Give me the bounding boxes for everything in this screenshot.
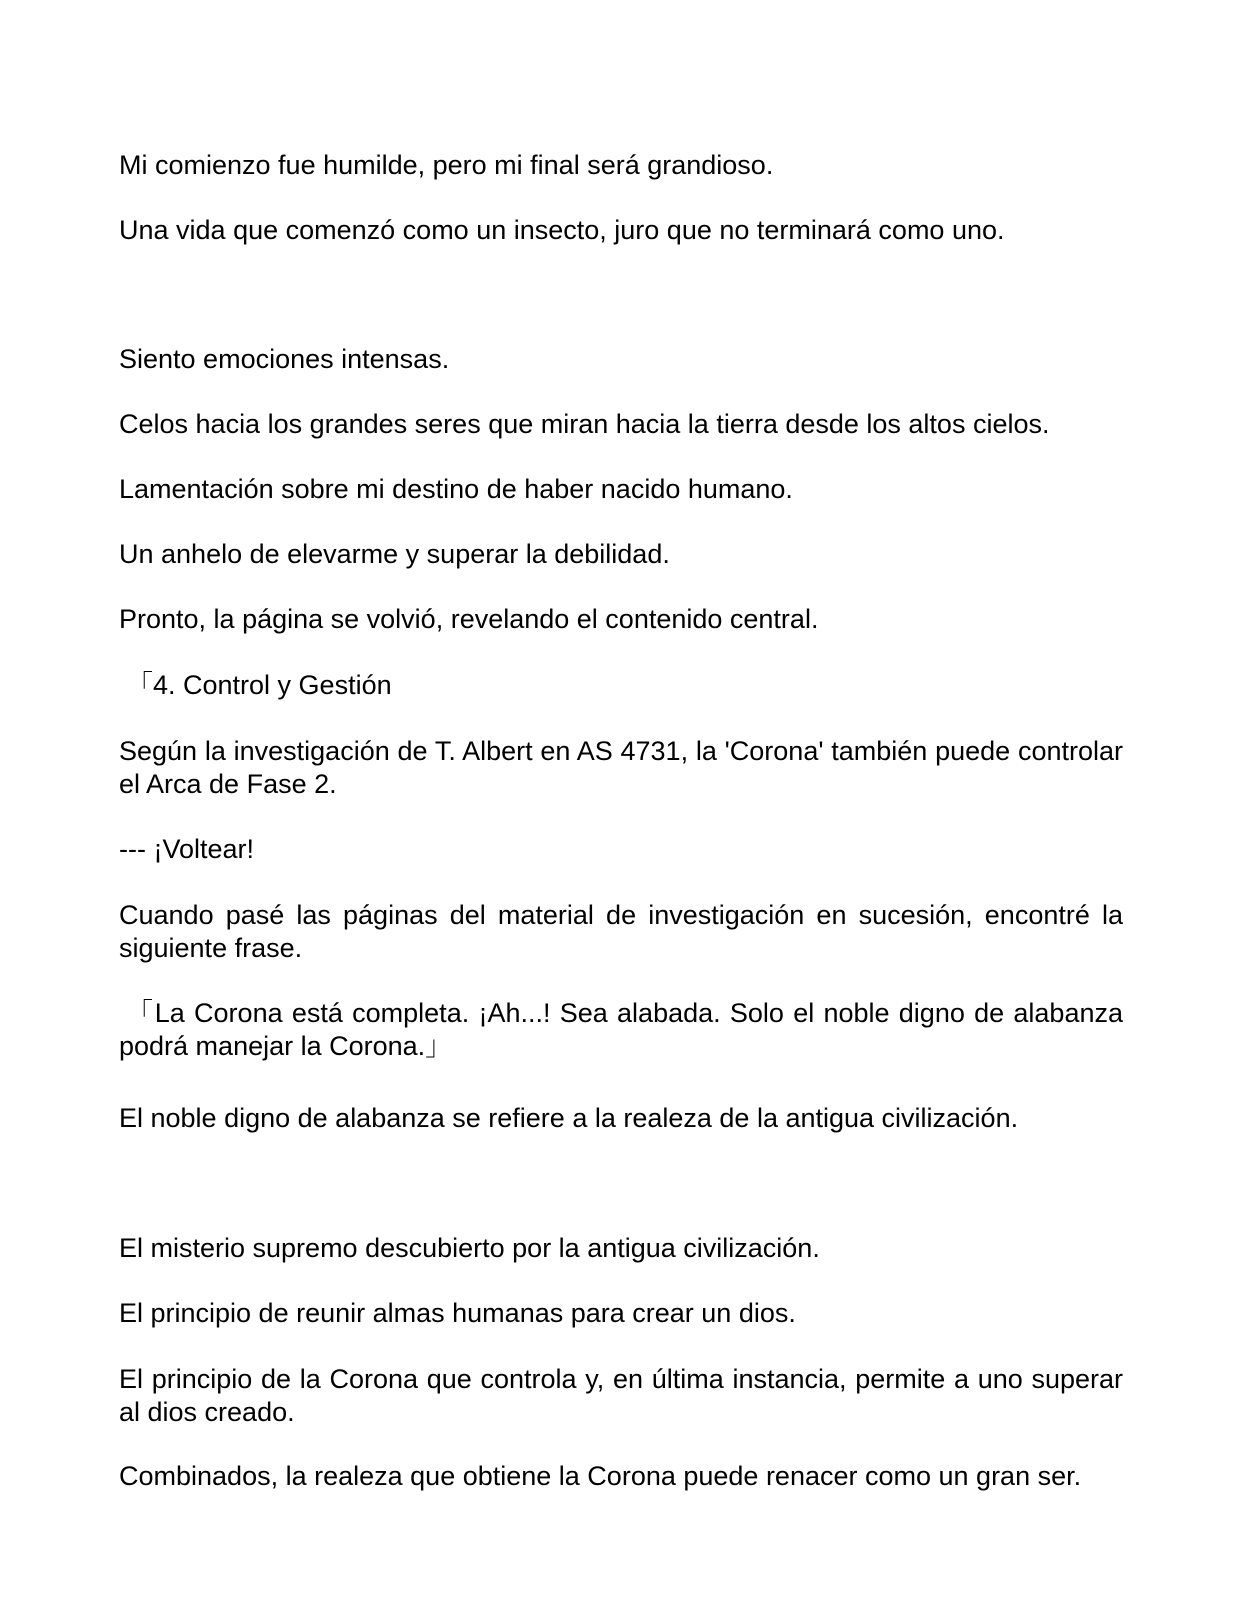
paragraph: Lamentación sobre mi destino de haber nacido humano. <box>119 474 793 504</box>
paragraph: Según la investigación de T. Albert en AS 4731, la 'Corona' también puede controlar el Arca de Fase 2. <box>119 736 1123 799</box>
paragraph: Siento emociones intensas. <box>119 344 450 374</box>
paragraph: Combinados, la realeza que obtiene la Corona puede renacer como un gran ser. <box>119 1461 1082 1491</box>
paragraph: Un anhelo de elevarme y superar la debilidad. <box>119 539 670 569</box>
quote-paragraph: 「La Corona está completa. ¡Ah...! Sea alabada. Solo el noble digno de alabanza podrá manejar la Corona.」 <box>119 998 1123 1061</box>
section-heading: 「4. Control y Gestión <box>126 670 392 700</box>
paragraph: --- ¡Voltear! <box>119 834 255 864</box>
paragraph: Celos hacia los grandes seres que miran hacia la tierra desde los altos cielos. <box>119 409 1050 439</box>
paragraph: El noble digno de alabanza se refiere a la realeza de la antigua civilización. <box>119 1103 1019 1133</box>
paragraph: Una vida que comenzó como un insecto, juro que no terminará como uno. <box>119 215 1005 245</box>
paragraph: Pronto, la página se volvió, revelando el contenido central. <box>119 604 819 634</box>
paragraph: Cuando pasé las páginas del material de investigación en sucesión, encontré la siguiente frase. <box>119 900 1123 963</box>
paragraph: El misterio supremo descubierto por la antigua civilización. <box>119 1233 820 1263</box>
paragraph: Mi comienzo fue humilde, pero mi final será grandioso. <box>119 150 774 180</box>
paragraph: El principio de reunir almas humanas para crear un dios. <box>119 1298 796 1328</box>
paragraph: El principio de la Corona que controla y, en última instancia, permite a uno superar al dios creado. <box>119 1364 1123 1427</box>
